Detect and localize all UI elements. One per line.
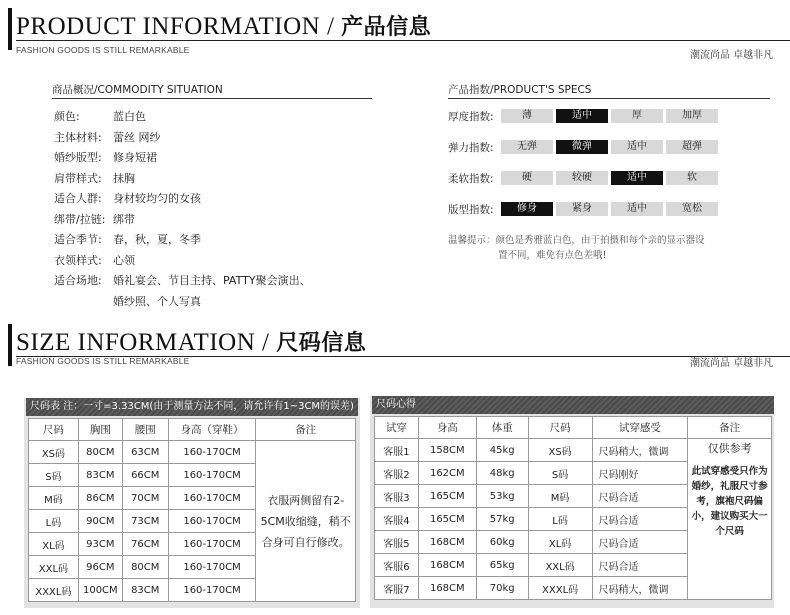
spec-label: 版型指数: xyxy=(448,204,494,216)
size-table-header-cell: 身高（穿鞋） xyxy=(168,419,256,441)
fact-value: 心领 xyxy=(113,253,135,267)
spec-option-selected: 适中 xyxy=(556,109,608,123)
fact-value: 修身短裙 xyxy=(113,151,157,164)
size-table-cell: L码 xyxy=(29,510,79,533)
try-table-cell: 尺码合适 xyxy=(592,531,688,554)
try-table-cell: 165CM xyxy=(418,485,476,508)
fact-value: 身材较均匀的女孩 xyxy=(113,192,201,205)
fact-value: 蓝白色 xyxy=(113,110,146,123)
try-table-cell: 尺码合适 xyxy=(592,485,688,508)
size-table-cell: 93CM xyxy=(78,533,122,556)
spec-option-selected: 修身 xyxy=(501,202,553,216)
try-table-cell: 57kg xyxy=(476,508,528,531)
spec-option-selected: 微弹 xyxy=(556,140,608,154)
try-table-header-cell: 尺码 xyxy=(528,417,592,439)
try-table-header-cell: 体重 xyxy=(476,417,528,439)
size-info-title-en: SIZE INFORMATION / xyxy=(16,329,270,356)
spec-option: 加厚 xyxy=(666,109,718,123)
size-table-cell: 100CM xyxy=(78,579,122,602)
fact-label: 主体材料: xyxy=(54,130,102,144)
product-info-subtitle: FASHION GOODS IS STILL REMARKABLE xyxy=(16,45,190,55)
size-table xyxy=(28,418,356,602)
spec-option: 无弹 xyxy=(501,140,553,154)
size-table-header-cell: 腰围 xyxy=(122,419,168,441)
spec-option: 较硬 xyxy=(556,171,608,185)
try-table-cell: XXXL码 xyxy=(528,577,592,600)
size-table-cell: 66CM xyxy=(122,464,168,487)
fact-label: 婚纱版型: xyxy=(54,151,102,164)
spec-option-selected: 适中 xyxy=(611,171,663,185)
try-table-header-cell: 试穿 xyxy=(375,417,419,439)
fact-label: 适合人群: xyxy=(54,192,102,205)
size-info-title-cn: 尺码信息 xyxy=(276,331,367,356)
size-table-cell: 96CM xyxy=(78,556,122,579)
product-info-title-en: PRODUCT INFORMATION / xyxy=(16,13,335,40)
fact-label: 颜色: xyxy=(54,110,80,123)
specs-title-underline xyxy=(448,98,770,99)
spec-option: 厚 xyxy=(611,109,663,123)
try-table-cell: L码 xyxy=(528,508,592,531)
size-table-cell: 160-170CM xyxy=(168,533,256,556)
fact-label: 肩带样式: xyxy=(54,171,102,185)
size-table-cell: 83CM xyxy=(122,579,168,602)
spec-option: 薄 xyxy=(501,109,553,123)
try-table-cell: 48kg xyxy=(476,462,528,485)
try-table-cell: S码 xyxy=(528,462,592,485)
size-table-cell: XS码 xyxy=(29,441,79,464)
spec-label: 柔软指数: xyxy=(448,173,494,185)
fact-label: 适合场地: xyxy=(54,274,102,287)
size-table-header-cell: 尺码 xyxy=(29,419,79,441)
size-table-cell: XXL码 xyxy=(29,556,79,579)
try-table-cell: M码 xyxy=(528,485,592,508)
try-table-row xyxy=(375,439,772,462)
try-table-cell: XXL码 xyxy=(528,554,592,577)
spec-option: 紧身 xyxy=(556,202,608,216)
try-table-remark-title: 仅供参考 xyxy=(707,442,752,455)
size-table-header-cell: 胸围 xyxy=(78,419,122,441)
product-info-tagline: 潮流尚品 卓越非凡 xyxy=(690,50,774,61)
title-accent-bar xyxy=(8,8,12,50)
fact-label: 衣领样式: xyxy=(54,253,102,267)
try-table-cell: XL码 xyxy=(528,531,592,554)
try-table-cell: 客服2 xyxy=(375,462,419,485)
product-info-title xyxy=(16,10,431,41)
size-title-accent-bar xyxy=(8,324,12,366)
size-table-bar: 尺码表 注：一寸=3.33CM(由于测量方法不同，请允许有1~3CM的误差) xyxy=(26,398,358,416)
specs-title: 产品指数/PRODUCT'S SPECS xyxy=(448,84,592,96)
size-table-cell: 160-170CM xyxy=(168,441,256,464)
spec-label: 厚度指数: xyxy=(448,111,494,123)
size-table-cell: 160-170CM xyxy=(168,487,256,510)
specs-note-line1: 温馨提示：颜色是秀雅蓝白色，由于拍摄和每个亲的显示器设 xyxy=(448,235,705,246)
try-table-cell: 168CM xyxy=(418,577,476,600)
size-table-header-row xyxy=(29,419,356,441)
size-table-cell: 160-170CM xyxy=(168,510,256,533)
size-table-cell: 160-170CM xyxy=(168,579,256,602)
try-table-cell: 客服3 xyxy=(375,485,419,508)
try-table-cell: 客服4 xyxy=(375,508,419,531)
size-table-cell: 73CM xyxy=(122,510,168,533)
size-table-cell: 76CM xyxy=(122,533,168,556)
size-table-cell: XXXL码 xyxy=(29,579,79,602)
fact-label: 适合季节: xyxy=(54,233,102,246)
size-table-cell: 83CM xyxy=(78,464,122,487)
try-table-remark xyxy=(688,439,772,600)
fact-value: 蕾丝 网纱 xyxy=(113,130,161,144)
size-table-cell: 90CM xyxy=(78,510,122,533)
size-table-cell: 160-170CM xyxy=(168,464,256,487)
fact-value: 抹胸 xyxy=(113,171,135,185)
try-table-cell: 65kg xyxy=(476,554,528,577)
try-table-cell: 53kg xyxy=(476,485,528,508)
spec-label: 弹力指数: xyxy=(448,142,494,154)
spec-option: 软 xyxy=(666,171,718,185)
try-table-cell: 60kg xyxy=(476,531,528,554)
try-table-cell: 客服6 xyxy=(375,554,419,577)
size-table-cell: 80CM xyxy=(78,441,122,464)
try-table-cell: 尺码稍大，微调 xyxy=(592,439,688,462)
spec-option: 硬 xyxy=(501,171,553,185)
spec-option: 适中 xyxy=(611,140,663,154)
try-table-cell: 162CM xyxy=(418,462,476,485)
fact-value: 春，秋，夏，冬季 xyxy=(113,233,201,246)
spec-option: 宽松 xyxy=(666,202,718,216)
try-table-cell: 尺码刚好 xyxy=(592,462,688,485)
size-info-subtitle: FASHION GOODS IS STILL REMARKABLE xyxy=(16,356,190,366)
specs-note-line2: 置不同，难免有点色差哦! xyxy=(498,250,607,261)
product-info-divider xyxy=(16,40,790,41)
try-table-cell: 165CM xyxy=(418,508,476,531)
try-table-cell: XS码 xyxy=(528,439,592,462)
try-table-cell: 客服5 xyxy=(375,531,419,554)
size-table-header-cell: 备注 xyxy=(256,419,356,441)
try-table-header-cell: 试穿感受 xyxy=(592,417,688,439)
size-info-title xyxy=(16,326,366,357)
size-table-row xyxy=(29,441,356,464)
size-table-cell: 63CM xyxy=(122,441,168,464)
try-table-header-cell: 身高 xyxy=(418,417,476,439)
try-table-cell: 45kg xyxy=(476,439,528,462)
try-table xyxy=(374,416,772,600)
size-table-cell: XL码 xyxy=(29,533,79,556)
try-table-remark-body: 此试穿感受只作为婚纱，礼服尺寸参考，旗袍尺码偏小，建议购买大一个尺码 xyxy=(691,466,768,537)
try-table-cell: 尺码合适 xyxy=(592,554,688,577)
size-table-cell: 80CM xyxy=(122,556,168,579)
try-table-cell: 客服1 xyxy=(375,439,419,462)
try-table-cell: 70kg xyxy=(476,577,528,600)
try-table-cell: 168CM xyxy=(418,554,476,577)
try-table-cell: 客服7 xyxy=(375,577,419,600)
fact-value: 婚纱照、个人写真 xyxy=(113,294,201,308)
size-table-cell: S码 xyxy=(29,464,79,487)
size-table-remark: 衣服两侧留有2-5CM收缩缝，稍不合身可自行修改。 xyxy=(256,441,356,602)
try-table-header-cell: 备注 xyxy=(688,417,772,439)
size-info-tagline: 潮流尚品 卓越非凡 xyxy=(690,358,774,369)
try-table-header-row xyxy=(375,417,772,439)
try-table-bar: 尺码心得 xyxy=(372,396,774,414)
spec-option: 适中 xyxy=(611,202,663,216)
commodity-title-underline xyxy=(52,98,372,99)
size-table-cell: 86CM xyxy=(78,487,122,510)
size-table-cell: 160-170CM xyxy=(168,556,256,579)
fact-value: 绑带 xyxy=(113,212,135,226)
spec-option: 超弹 xyxy=(666,140,718,154)
commodity-title: 商品概况/COMMODITY SITUATION xyxy=(52,84,223,96)
product-info-title-cn: 产品信息 xyxy=(341,15,432,40)
try-table-cell: 尺码合适 xyxy=(592,508,688,531)
fact-label: 绑带/拉链: xyxy=(54,212,106,226)
size-table-cell: 70CM xyxy=(122,487,168,510)
try-table-cell: 尺码稍大，微调 xyxy=(592,577,688,600)
fact-value: 婚礼宴会、节目主持、PATTY聚会演出、 xyxy=(113,274,311,287)
try-table-cell: 168CM xyxy=(418,531,476,554)
try-table-cell: 158CM xyxy=(418,439,476,462)
size-table-cell: M码 xyxy=(29,487,79,510)
